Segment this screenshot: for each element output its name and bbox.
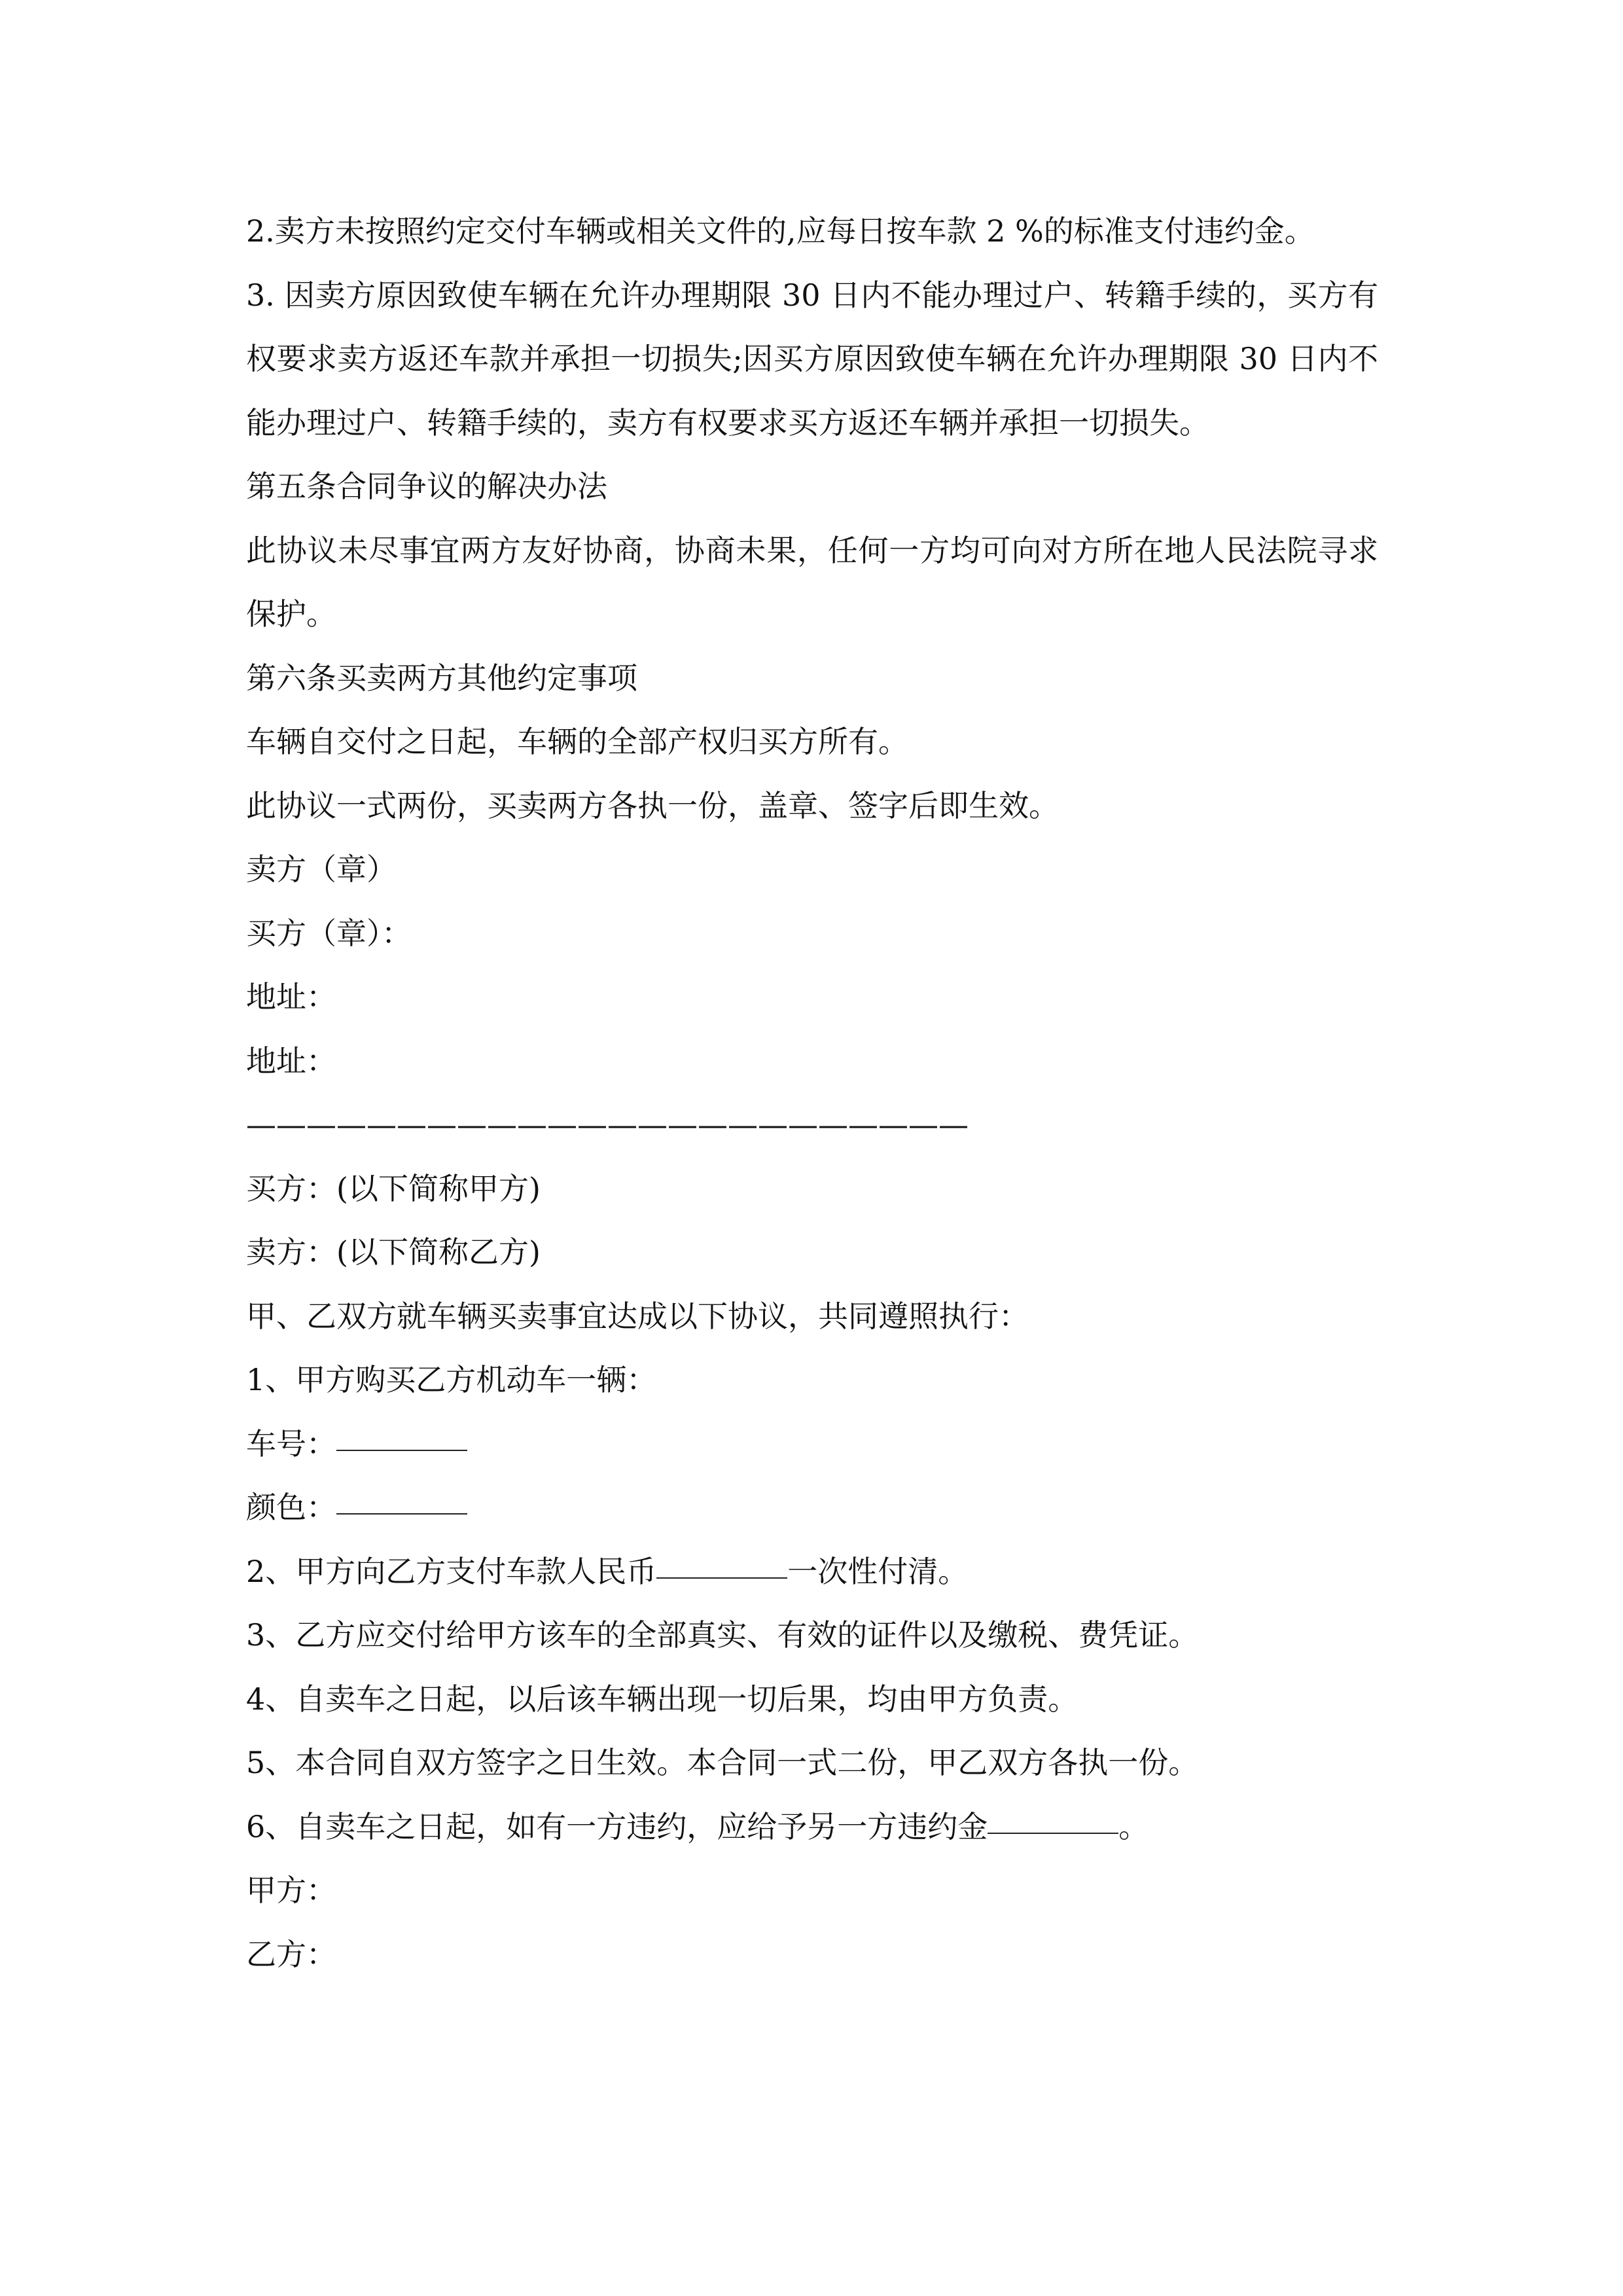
- item-6-text-b: 。: [1118, 1808, 1149, 1844]
- article-6-heading: 第六条买卖两方其他约定事项: [246, 660, 637, 696]
- buyer-label: 买方：(以下简称甲方): [246, 1170, 541, 1206]
- item-3-text: 3、乙方应交付给甲方该车的全部真实、有效的证件以及缴税、费凭证。: [246, 1617, 1199, 1653]
- item-6-text-a: 6、自卖车之日起，如有一方违约，应给予另一方违约金: [246, 1808, 988, 1844]
- item-4-text: 4、自卖车之日起，以后该车辆出现一切后果，均由甲方负责。: [246, 1681, 1079, 1717]
- buyer-seal-label: 买方（章）：: [246, 915, 412, 951]
- document-page: [246, 200, 1378, 1986]
- item-1-text: 1、甲方购买乙方机动车一辆：: [246, 1362, 657, 1397]
- plate-label: 车号：: [246, 1426, 336, 1462]
- article-5-text: 此协议未尽事宜两方友好协商，协商未果，任何一方均可向对方所在地人民法院寻求保护。: [246, 532, 1378, 632]
- ownership-text: 车辆自交付之日起，车辆的全部产权归买方所有。: [246, 724, 908, 759]
- item-6-line: [246, 1795, 1378, 1859]
- seller-seal-label: 卖方（章）: [246, 852, 397, 887]
- item-2-line: [246, 1540, 1378, 1604]
- address-label-1: 地址：: [246, 979, 336, 1014]
- color-label: 颜色：: [246, 1490, 336, 1525]
- copies-text: 此协议一式两份，买卖两方各执一份，盖章、签字后即生效。: [246, 787, 1059, 823]
- item-2-text-a: 2、甲方向乙方支付车款人民币: [246, 1553, 657, 1589]
- address-label-2: 地址：: [246, 1043, 336, 1079]
- intro-text: 甲、乙双方就车辆买卖事宜达成以下协议，共同遵照执行：: [246, 1298, 1029, 1334]
- price-blank: [656, 1577, 787, 1579]
- plate-blank: [336, 1449, 467, 1451]
- section-separator: ————————————————————————: [246, 1107, 969, 1142]
- party-a-label: 甲方：: [246, 1873, 336, 1908]
- party-b-label: 乙方：: [246, 1936, 336, 1972]
- clause-3-text: 3. 因卖方原因致使车辆在允许办理期限 30 日内不能办理过户、转籍手续的，买方有权要求卖方返还车款并承担一切损失;因买方原因致使车辆在允许办理期限 30 日内不能办理过户、转籍手续的，卖方有权要求买方返还车辆并承担一切损失。: [246, 277, 1378, 440]
- clause-2-text: 2.卖方未按照约定交付车辆或相关文件的,应每日按车款 2 %的标准支付违约金。: [246, 213, 1315, 249]
- item-5-text: 5、本合同自双方签字之日生效。本合同一式二份，甲乙双方各执一份。: [246, 1745, 1199, 1780]
- seller-label: 卖方：(以下简称乙方): [246, 1234, 541, 1270]
- plate-line: [246, 1412, 1378, 1477]
- item-2-text-b: 一次性付清。: [787, 1553, 969, 1589]
- color-blank: [336, 1513, 467, 1515]
- penalty-blank: [988, 1832, 1118, 1834]
- article-5-heading: 第五条合同争议的解决办法: [246, 469, 607, 504]
- color-line: [246, 1476, 1378, 1540]
